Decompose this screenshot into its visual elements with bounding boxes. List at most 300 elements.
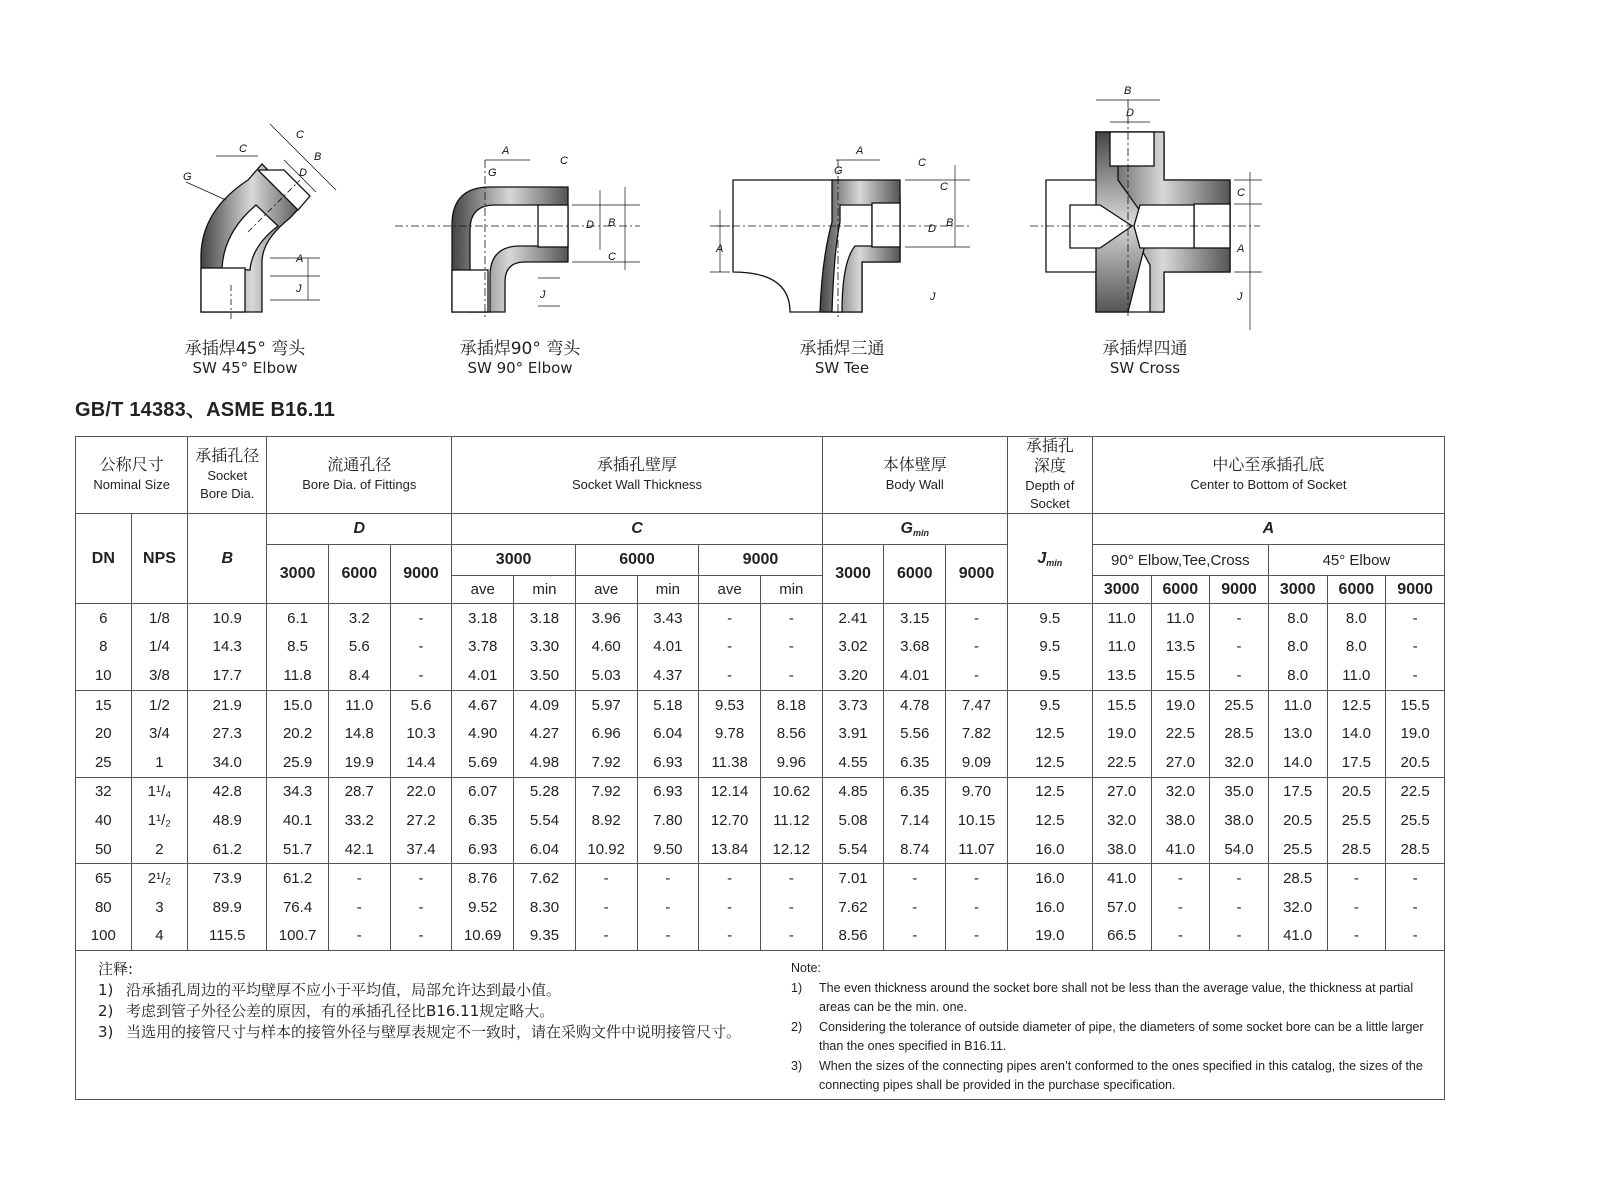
table-cell: 14.8 — [328, 719, 390, 748]
table-cell: 61.2 — [267, 864, 329, 893]
table-row — [76, 777, 1445, 806]
header-nominal-size: 公称尺寸 Nominal Size — [76, 437, 188, 514]
table-cell: 12.70 — [699, 806, 761, 835]
table-cell: 20.5 — [1268, 806, 1327, 835]
table-cell: 41.0 — [1268, 922, 1327, 951]
caption-en: SW 45° Elbow — [192, 359, 298, 377]
table-cell: 10 — [76, 661, 132, 690]
table-cell: 11.0 — [1327, 661, 1386, 690]
table-cell: 8.56 — [822, 922, 884, 951]
table-cell: 22.0 — [390, 777, 452, 806]
notes-zh-title: 注释: — [98, 960, 134, 978]
table-cell: 8.56 — [760, 719, 822, 748]
table-cell: - — [1327, 922, 1386, 951]
header-a90-6000: 6000 — [1151, 576, 1210, 604]
table-cell: 7.82 — [946, 719, 1008, 748]
table-cell: 32.0 — [1092, 806, 1151, 835]
table-cell: - — [699, 864, 761, 893]
header-dn: DN — [76, 514, 132, 604]
dim-d-label: D — [1126, 107, 1134, 119]
table-cell: 21.9 — [188, 690, 267, 719]
header-nps: NPS — [131, 514, 188, 604]
header-g-9000: 9000 — [946, 545, 1008, 604]
header-a90-9000: 9000 — [1210, 576, 1269, 604]
standard-title: GB/T 14383、ASME B16.11 — [75, 399, 336, 421]
table-cell: 50 — [76, 835, 132, 864]
table-cell: 25.9 — [267, 748, 329, 777]
table-cell: 22.5 — [1151, 719, 1210, 748]
table-cell: 1 — [131, 748, 188, 777]
table-cell: 38.0 — [1092, 835, 1151, 864]
header-j-min: $J_{min}$ — [1007, 514, 1092, 604]
sw-90-elbow-drawing — [395, 160, 640, 320]
dim-a-label: A — [856, 145, 864, 157]
table-cell: - — [1210, 661, 1269, 690]
table-cell: 16.0 — [1007, 893, 1092, 922]
dim-j-label: J — [1237, 291, 1243, 303]
table-cell: 10.92 — [575, 835, 637, 864]
table-cell: 8.0 — [1268, 633, 1327, 662]
table-cell: 27.3 — [188, 719, 267, 748]
table-cell: 4.90 — [452, 719, 514, 748]
table-cell: 2¹/₂ — [131, 864, 188, 893]
table-cell: 13.84 — [699, 835, 761, 864]
caption-sw-cross — [1075, 334, 1215, 377]
note-item: 1) The even thickness around the socket bore shall not be less than the average value, the thickness at partial areas can be the min. one. — [791, 980, 1414, 1014]
table-cell: 13.0 — [1268, 719, 1327, 748]
table-cell: 3/4 — [131, 719, 188, 748]
table-cell: 7.62 — [822, 893, 884, 922]
header-socket-wall-thickness: 承插孔壁厚 Socket Wall Thickness — [452, 437, 822, 514]
table-cell: 15.0 — [267, 690, 329, 719]
header-body-wall: 本体壁厚 Body Wall — [822, 437, 1007, 514]
table-cell: 5.08 — [822, 806, 884, 835]
table-cell: - — [1386, 864, 1445, 893]
table-cell: 20.2 — [267, 719, 329, 748]
table-cell: 14.3 — [188, 633, 267, 662]
table-cell: 3.15 — [884, 604, 946, 633]
table-cell: 4.55 — [822, 748, 884, 777]
table-cell: 100.7 — [267, 922, 329, 951]
table-cell: - — [699, 633, 761, 662]
table-cell: 12.12 — [760, 835, 822, 864]
table-cell: 48.9 — [188, 806, 267, 835]
table-cell: 11.38 — [699, 748, 761, 777]
table-cell: - — [760, 864, 822, 893]
table-cell: - — [884, 893, 946, 922]
table-cell: - — [390, 661, 452, 690]
table-cell: 6.96 — [575, 719, 637, 748]
table-cell: - — [1210, 604, 1269, 633]
table-cell: 12.5 — [1007, 777, 1092, 806]
table-cell: 25.5 — [1210, 690, 1269, 719]
table-cell: - — [575, 864, 637, 893]
header-min: min — [514, 576, 576, 604]
header-ave: ave — [575, 576, 637, 604]
table-cell: - — [390, 864, 452, 893]
table-cell: 5.69 — [452, 748, 514, 777]
table-cell: 28.5 — [1386, 835, 1445, 864]
table-cell: - — [1386, 893, 1445, 922]
dim-j-label: J — [296, 283, 302, 295]
caption-zh: 承插焊90° 弯头 — [459, 339, 581, 359]
table-cell: 4.67 — [452, 690, 514, 719]
table-cell: 73.9 — [188, 864, 267, 893]
table-cell: - — [1386, 633, 1445, 662]
note-item: 3) When the sizes of the connecting pipes aren’t conformed to the ones specified in this catalog, the sizes of the connecting pipes shall be provided in the purchase specification. — [791, 1058, 1423, 1092]
table-cell: 115.5 — [188, 922, 267, 951]
table-cell: 5.03 — [575, 661, 637, 690]
notes-english — [791, 959, 1431, 1096]
table-cell: 8.5 — [267, 633, 329, 662]
table-cell: 3/8 — [131, 661, 188, 690]
table-cell: 51.7 — [267, 835, 329, 864]
dim-g-label: G — [834, 165, 843, 177]
table-cell: 27.0 — [1092, 777, 1151, 806]
header-min: min — [637, 576, 699, 604]
table-cell: - — [699, 604, 761, 633]
table-cell: 6.35 — [884, 777, 946, 806]
header-center-to-bottom: 中心至承插孔底 Center to Bottom of Socket — [1092, 437, 1444, 514]
header-c: C — [452, 514, 822, 545]
header-c-3000: 3000 — [452, 545, 575, 576]
table-cell: 4 — [131, 922, 188, 951]
table-cell: 9.52 — [452, 893, 514, 922]
table-cell: 4.60 — [575, 633, 637, 662]
table-cell: 8.76 — [452, 864, 514, 893]
table-cell: 15 — [76, 690, 132, 719]
caption-en: SW Cross — [1109, 359, 1181, 377]
table-cell: 6.04 — [514, 835, 576, 864]
table-cell: 17.5 — [1327, 748, 1386, 777]
table-cell: 3.73 — [822, 690, 884, 719]
table-cell: - — [699, 922, 761, 951]
table-cell: 89.9 — [188, 893, 267, 922]
table-cell: 11.0 — [328, 690, 390, 719]
table-cell: 12.5 — [1007, 806, 1092, 835]
table-cell: 11.0 — [1092, 633, 1151, 662]
table-cell: 28.5 — [1268, 864, 1327, 893]
table-cell: - — [637, 922, 699, 951]
table-cell: - — [884, 922, 946, 951]
table-cell: 9.5 — [1007, 690, 1092, 719]
table-cell: 16.0 — [1007, 835, 1092, 864]
dim-c-label: C — [918, 157, 926, 169]
table-cell: - — [390, 893, 452, 922]
header-g-min: $G_{min}$ — [822, 514, 1007, 545]
table-cell: 61.2 — [188, 835, 267, 864]
table-cell: 14.0 — [1268, 748, 1327, 777]
table-cell: 6.93 — [637, 777, 699, 806]
table-cell: 14.4 — [390, 748, 452, 777]
table-cell: - — [946, 864, 1008, 893]
table-cell: 5.6 — [328, 633, 390, 662]
header-ave: ave — [699, 576, 761, 604]
table-cell: - — [699, 893, 761, 922]
table-cell: - — [1210, 922, 1269, 951]
table-cell: 2 — [131, 835, 188, 864]
table-cell: 3.50 — [514, 661, 576, 690]
table-cell: 2.41 — [822, 604, 884, 633]
note-item: 3) 当选用的接管尺寸与样本的接管外径与壁厚表规定不一致时，请在采购文件中说明接管尺寸。 — [98, 1023, 742, 1041]
table-cell: - — [1386, 604, 1445, 633]
header-a: A — [1092, 514, 1444, 545]
table-cell: 9.70 — [946, 777, 1008, 806]
table-cell: 34.0 — [188, 748, 267, 777]
table-cell: 3.18 — [452, 604, 514, 633]
table-cell: - — [575, 893, 637, 922]
table-cell: 1¹/₄ — [131, 777, 188, 806]
table-cell: 19.0 — [1386, 719, 1445, 748]
table-cell: 1/8 — [131, 604, 188, 633]
caption-sw-45-elbow — [165, 334, 325, 377]
table-cell: 17.5 — [1268, 777, 1327, 806]
table-cell: 15.5 — [1151, 661, 1210, 690]
table-cell: - — [390, 604, 452, 633]
table-cell: 40.1 — [267, 806, 329, 835]
table-cell: 9.53 — [699, 690, 761, 719]
notes-panel — [75, 951, 1445, 1100]
table-cell: 6.93 — [637, 748, 699, 777]
caption-zh: 承插焊三通 — [799, 339, 885, 359]
table-cell: 100 — [76, 922, 132, 951]
table-cell: 3 — [131, 893, 188, 922]
table-cell: - — [637, 864, 699, 893]
table-cell: - — [1386, 922, 1445, 951]
table-cell: - — [637, 893, 699, 922]
table-cell: 42.1 — [328, 835, 390, 864]
header-d: D — [267, 514, 452, 545]
table-cell: 19.0 — [1092, 719, 1151, 748]
table-cell: 8.0 — [1327, 633, 1386, 662]
table-row — [76, 806, 1445, 835]
table-cell: - — [760, 633, 822, 662]
dim-c-label: C — [940, 181, 948, 193]
table-cell: - — [328, 922, 390, 951]
table-cell: 17.7 — [188, 661, 267, 690]
table-cell: - — [1151, 893, 1210, 922]
table-cell: 12.14 — [699, 777, 761, 806]
table-cell: 3.20 — [822, 661, 884, 690]
table-cell: 9.5 — [1007, 633, 1092, 662]
table-cell: - — [1151, 922, 1210, 951]
table-cell: 6.35 — [884, 748, 946, 777]
table-cell: - — [1210, 893, 1269, 922]
table-cell: 25.5 — [1386, 806, 1445, 835]
header-bore-dia-fittings: 流通孔径 Bore Dia. of Fittings — [267, 437, 452, 514]
table-row — [76, 719, 1445, 748]
table-cell: - — [328, 893, 390, 922]
table-row — [76, 748, 1445, 777]
table-cell: 8.0 — [1327, 604, 1386, 633]
table-cell: 9.5 — [1007, 661, 1092, 690]
table-cell: 3.91 — [822, 719, 884, 748]
table-row — [76, 835, 1445, 864]
table-cell: 7.47 — [946, 690, 1008, 719]
table-cell: 32 — [76, 777, 132, 806]
table-cell: 66.5 — [1092, 922, 1151, 951]
caption-sw-90-elbow — [440, 334, 600, 377]
table-cell: 3.30 — [514, 633, 576, 662]
table-cell: 76.4 — [267, 893, 329, 922]
table-cell: - — [946, 661, 1008, 690]
dim-a-label: A — [502, 145, 510, 157]
table-row — [76, 690, 1445, 719]
table-cell: 8.18 — [760, 690, 822, 719]
dim-g-label: G — [183, 171, 192, 183]
caption-zh: 承插焊四通 — [1102, 339, 1188, 359]
table-cell: 3.43 — [637, 604, 699, 633]
table-row — [76, 893, 1445, 922]
table-cell: - — [946, 893, 1008, 922]
caption-en: SW Tee — [814, 359, 870, 377]
table-cell: 19.0 — [1007, 922, 1092, 951]
dim-c-label: C — [1237, 187, 1245, 199]
table-cell: 4.37 — [637, 661, 699, 690]
table-cell: - — [1210, 633, 1269, 662]
table-cell: 25 — [76, 748, 132, 777]
table-cell: 40 — [76, 806, 132, 835]
table-cell: 8.0 — [1268, 661, 1327, 690]
table-cell: - — [946, 604, 1008, 633]
dim-j-label: J — [930, 291, 936, 303]
table-cell: 10.15 — [946, 806, 1008, 835]
dim-d-label: D — [586, 219, 594, 231]
table-row — [76, 604, 1445, 633]
table-cell: 4.01 — [452, 661, 514, 690]
table-cell: 32.0 — [1210, 748, 1269, 777]
table-cell: - — [1151, 864, 1210, 893]
header-ave: ave — [452, 576, 514, 604]
header-depth-of-socket: 承插孔 深度 Depth of Socket — [1007, 437, 1092, 514]
table-cell: 28.7 — [328, 777, 390, 806]
table-cell: 4.01 — [637, 633, 699, 662]
table-cell: 7.92 — [575, 748, 637, 777]
header-socket-bore: 承插孔径 Socket Bore Dia. — [188, 437, 267, 514]
table-cell: 15.5 — [1386, 690, 1445, 719]
table-cell: 9.09 — [946, 748, 1008, 777]
table-cell: 13.5 — [1092, 661, 1151, 690]
table-cell: 25.5 — [1268, 835, 1327, 864]
table-cell: - — [390, 633, 452, 662]
table-cell: 65 — [76, 864, 132, 893]
table-cell: 19.0 — [1151, 690, 1210, 719]
table-cell: 9.50 — [637, 835, 699, 864]
table-cell: 35.0 — [1210, 777, 1269, 806]
caption-sw-tee — [772, 334, 912, 377]
table-cell: 9.5 — [1007, 604, 1092, 633]
note-item: 2) Considering the tolerance of outside diameter of pipe, the diameters of some socket bore can be a little larger than the ones specified in B16.11. — [791, 1019, 1424, 1053]
table-cell: - — [1327, 864, 1386, 893]
table-cell: - — [328, 864, 390, 893]
table-cell: 12.5 — [1007, 748, 1092, 777]
table-cell: 20.5 — [1386, 748, 1445, 777]
header-min: min — [760, 576, 822, 604]
table-cell: 6.35 — [452, 806, 514, 835]
table-cell: 4.27 — [514, 719, 576, 748]
table-cell: 4.85 — [822, 777, 884, 806]
table-cell: 3.78 — [452, 633, 514, 662]
table-cell: 25.5 — [1327, 806, 1386, 835]
table-cell: 6 — [76, 604, 132, 633]
table-row — [76, 922, 1445, 951]
table-cell: 4.01 — [884, 661, 946, 690]
table-cell: 57.0 — [1092, 893, 1151, 922]
header-a45-6000: 6000 — [1327, 576, 1386, 604]
table-cell: 8.74 — [884, 835, 946, 864]
table-cell: 11.07 — [946, 835, 1008, 864]
table-cell: 80 — [76, 893, 132, 922]
table-cell: 34.3 — [267, 777, 329, 806]
table-cell: 5.28 — [514, 777, 576, 806]
header-a45-3000: 3000 — [1268, 576, 1327, 604]
table-cell: 1¹/₂ — [131, 806, 188, 835]
table-cell: - — [390, 922, 452, 951]
table-cell: 10.9 — [188, 604, 267, 633]
dim-b-label: B — [314, 151, 322, 163]
header-d-6000: 6000 — [328, 545, 390, 604]
table-row — [76, 864, 1445, 893]
header-a90-3000: 3000 — [1092, 576, 1151, 604]
dim-c-label: C — [239, 143, 247, 155]
table-cell: 8.0 — [1268, 604, 1327, 633]
header-90-elbow-tee-cross: 90° Elbow,Tee,Cross — [1092, 545, 1268, 576]
table-cell: 9.78 — [699, 719, 761, 748]
dimension-table — [75, 436, 1445, 951]
dim-a-label: A — [296, 253, 304, 265]
table-row — [76, 633, 1445, 662]
table-cell: - — [884, 864, 946, 893]
table-cell: 5.18 — [637, 690, 699, 719]
sw-cross-drawing — [1030, 100, 1262, 330]
table-cell: 12.5 — [1007, 719, 1092, 748]
table-cell: - — [760, 922, 822, 951]
table-cell: 3.2 — [328, 604, 390, 633]
table-cell: 28.5 — [1210, 719, 1269, 748]
table-cell: 8.92 — [575, 806, 637, 835]
table-cell: 3.96 — [575, 604, 637, 633]
header-45-elbow: 45° Elbow — [1268, 545, 1444, 576]
table-cell: 1/2 — [131, 690, 188, 719]
table-cell: 15.5 — [1092, 690, 1151, 719]
table-cell: 3.18 — [514, 604, 576, 633]
table-cell: 13.5 — [1151, 633, 1210, 662]
table-cell: 19.9 — [328, 748, 390, 777]
table-cell: 20.5 — [1327, 777, 1386, 806]
table-cell: 11.12 — [760, 806, 822, 835]
table-cell: 6.04 — [637, 719, 699, 748]
table-cell: 11.0 — [1268, 690, 1327, 719]
table-cell: 4.09 — [514, 690, 576, 719]
table-cell: 7.01 — [822, 864, 884, 893]
table-cell: 32.0 — [1151, 777, 1210, 806]
table-cell: 7.80 — [637, 806, 699, 835]
caption-zh: 承插焊45° 弯头 — [184, 339, 306, 359]
table-cell: 54.0 — [1210, 835, 1269, 864]
table-cell: 32.0 — [1268, 893, 1327, 922]
table-cell: 20 — [76, 719, 132, 748]
table-cell: 6.07 — [452, 777, 514, 806]
table-cell: 9.96 — [760, 748, 822, 777]
table-cell: 3.02 — [822, 633, 884, 662]
table-cell: 16.0 — [1007, 864, 1092, 893]
table-cell: - — [760, 661, 822, 690]
dim-b-label: B — [946, 217, 954, 229]
table-cell: 5.56 — [884, 719, 946, 748]
table-cell: 4.78 — [884, 690, 946, 719]
table-cell: 10.69 — [452, 922, 514, 951]
table-cell: 8.4 — [328, 661, 390, 690]
